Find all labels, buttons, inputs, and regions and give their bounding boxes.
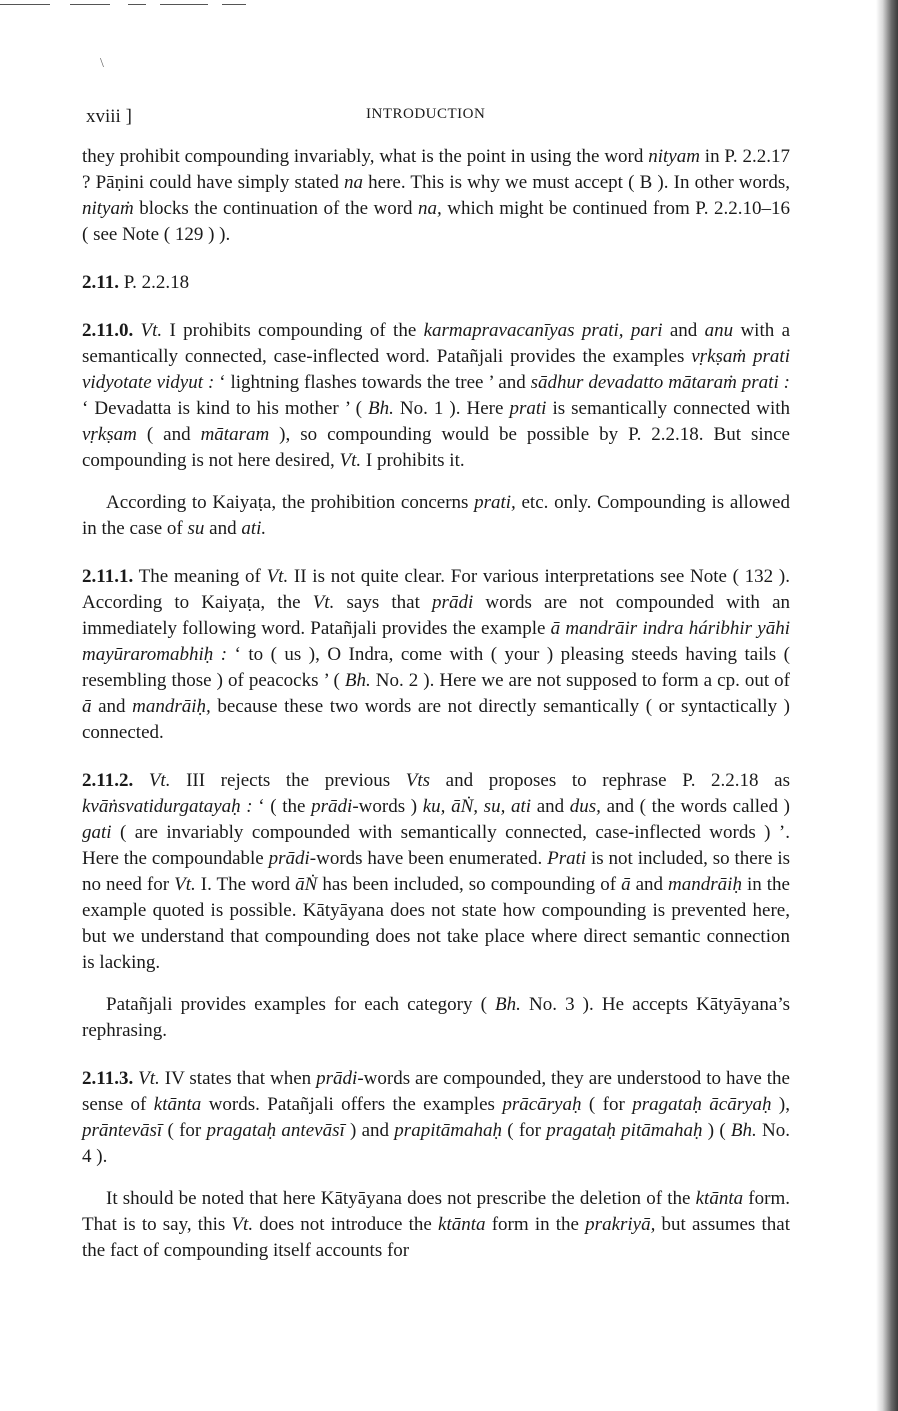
- italic-term: prāntevāsī: [82, 1120, 163, 1141]
- text-run: I prohibits compounding of the: [162, 320, 424, 341]
- text-run: III rejects the previous: [170, 770, 406, 791]
- italic-term: prādi: [268, 848, 310, 869]
- italic-term: Vt.: [148, 770, 171, 791]
- italic-term: anu: [704, 320, 734, 341]
- italic-term: Vt.: [339, 450, 362, 471]
- text-run: -words are compounded, they are understood to have the sense of: [82, 1068, 790, 1115]
- text-run: and: [662, 320, 705, 341]
- scan-speck: \: [100, 56, 104, 71]
- subsection-number: 2.11.1.: [82, 566, 134, 587]
- italic-term: pragataḥ pitāmahaḥ: [546, 1120, 703, 1141]
- text-run: does not introduce the: [253, 1214, 439, 1235]
- text-run: ‘ ( the: [252, 796, 312, 817]
- italic-term: nityam: [648, 146, 700, 167]
- text-run: and: [531, 796, 570, 817]
- paragraph: [82, 564, 790, 746]
- running-title: INTRODUCTION: [366, 106, 486, 122]
- italic-term: prādi: [432, 592, 474, 613]
- text-run: ( for: [581, 1094, 633, 1115]
- text-run: says that: [334, 592, 433, 613]
- italic-term: ku, āṄ, su, ati: [422, 796, 532, 817]
- text-run: and: [630, 874, 669, 895]
- text-run: and proposes to rephrase P. 2.2.18 as: [430, 770, 791, 791]
- text-run: and: [91, 696, 133, 717]
- italic-term: pragataḥ antevāsī: [206, 1120, 345, 1141]
- text-run: No. 1 ). Here: [393, 398, 510, 419]
- text-run: is not included, so there is no need for: [82, 848, 790, 895]
- italic-term: na: [344, 172, 364, 193]
- paragraph: [82, 1186, 790, 1264]
- italic-term: ā mandrāir indra háribhir yāhi mayūraromabhiḥ :: [82, 618, 790, 665]
- italic-term: ā: [621, 874, 631, 895]
- text-run: form. That is to say, this: [82, 1188, 790, 1235]
- italic-term: Vt.: [174, 874, 196, 895]
- text-run: because these two words are not directly semantically ( or syntactically ) connected.: [82, 696, 790, 743]
- subsection-number: 2.11.0.: [82, 320, 134, 341]
- italic-term: Bh.: [344, 670, 371, 691]
- text-run: ), so compounding would be possible by P. 2.2.18. But since compounding is not here desired,: [82, 424, 790, 471]
- italic-term: Vt.: [312, 592, 335, 613]
- text-run: According to Kaiyaṭa, the prohibition concerns: [106, 492, 475, 513]
- paragraph: [82, 144, 790, 248]
- scan-top-edge: [0, 0, 898, 14]
- paragraph: [82, 318, 790, 474]
- italic-term: Bh.: [495, 994, 521, 1015]
- text-run: ( are invariably compounded with semantically connected, case-inflected words ) ’. Here the compoundable: [82, 822, 790, 869]
- italic-term: ktānta: [695, 1188, 744, 1209]
- italic-term: mātaram: [200, 424, 270, 445]
- text-run: It should be noted that here Kātyāyana does not prescribe the deletion of the: [106, 1188, 696, 1209]
- italic-term: Vt.: [140, 320, 163, 341]
- paragraph: [82, 1066, 790, 1170]
- text-run: blocks the continuation of the word: [133, 198, 419, 219]
- text-run: is semantically connected with: [546, 398, 790, 419]
- running-header: [86, 104, 786, 130]
- italic-term: pragataḥ ācāryaḥ: [632, 1094, 772, 1115]
- section-number: 2.11.: [82, 272, 119, 293]
- text-run: No. 3 ). He accepts Kātyāyana’s rephrasing.: [82, 994, 791, 1041]
- text-run: with a semantically connected, case-inflected word. Patañjali provides the examples: [82, 320, 790, 367]
- text-run: but assumes that the fact of compounding itself accounts for: [82, 1214, 790, 1261]
- italic-term: mandrāiḥ: [668, 874, 742, 895]
- text-run: ) (: [702, 1120, 731, 1141]
- italic-term: kvāṅsvatidurgatayaḥ :: [82, 796, 253, 817]
- text-run: etc. only. Compounding is allowed in the case of: [82, 492, 790, 539]
- italic-term: prati,: [474, 492, 516, 513]
- italic-term: nityaṁ: [82, 198, 134, 219]
- text-run: words are not compounded with an immediately following word. Patañjali provides the example: [82, 592, 791, 639]
- italic-term: ktānta: [153, 1094, 202, 1115]
- text-run: ( and: [136, 424, 201, 445]
- italic-term: Bh.: [730, 1120, 757, 1141]
- italic-term: dus,: [569, 796, 601, 817]
- italic-term: prapitāmahaḥ: [394, 1120, 502, 1141]
- italic-term: ati.: [241, 518, 267, 539]
- text-run: The meaning of: [138, 566, 267, 587]
- italic-term: Vt.: [138, 1068, 160, 1089]
- text-run: and: [204, 518, 242, 539]
- text-run: I prohibits it.: [361, 450, 465, 471]
- subsection-number: 2.11.2.: [82, 770, 134, 791]
- italic-term: su: [187, 518, 205, 539]
- paragraph: [82, 768, 790, 976]
- italic-term: karmapravacanīyas prati, pari: [423, 320, 663, 341]
- text-run: ‘ Devadatta is kind to his mother ’ (: [82, 398, 369, 419]
- italic-term: āṄ: [295, 874, 318, 895]
- text-run: Patañjali provides examples for each category (: [106, 994, 496, 1015]
- body-text: [82, 144, 790, 1264]
- paragraph: [82, 490, 790, 542]
- italic-term: vṛkṣam: [82, 424, 137, 445]
- italic-term: Bh.: [368, 398, 394, 419]
- italic-term: prādi: [311, 796, 353, 817]
- text-run: form in the: [485, 1214, 586, 1235]
- italic-term: Prati: [547, 848, 587, 869]
- italic-term: vṛkṣaṁ prati vidyotate vidyut :: [82, 346, 790, 393]
- text-run: here. This is why we must accept ( B ). In other words,: [363, 172, 790, 193]
- text-run: and ( the words called ): [600, 796, 790, 817]
- text-run: ‘ to ( us ), O Indra, come with ( your ) pleasing steeds having tails ( resembling those ) of peacocks ’ (: [82, 644, 790, 691]
- italic-term: na,: [418, 198, 442, 219]
- text-run: II is not quite clear. For various interpretations see Note ( 132 ). According to Kaiyaṭa, the: [82, 566, 790, 613]
- text-run: ) and: [344, 1120, 395, 1141]
- text-run: I. The word: [195, 874, 296, 895]
- italic-term: gati: [82, 822, 112, 843]
- page-number: xviii ]: [86, 106, 132, 127]
- text-run: in the example quoted is possible. Kātyāyana does not state how compounding is prevented here, but we understand that compounding does not take place where direct semantic connection is lacking.: [82, 874, 790, 973]
- italic-term: ā: [82, 696, 92, 717]
- scan-shadow-right: [876, 0, 898, 1411]
- paragraph: [82, 992, 790, 1044]
- text-run: IV states that when: [159, 1068, 317, 1089]
- text-run: they prohibit compounding invariably, what is the point in using the word: [82, 146, 649, 167]
- section-heading: [82, 270, 790, 296]
- italic-term: prādi: [316, 1068, 358, 1089]
- text-run: in P. 2.2.17 ? Pāṇini could have simply stated: [82, 146, 790, 193]
- text-run: No. 4 ).: [82, 1120, 790, 1167]
- italic-term: Vt.: [266, 566, 289, 587]
- section-title: P. 2.2.18: [118, 272, 190, 293]
- italic-term: Vt.: [231, 1214, 254, 1235]
- text-run: -words ): [352, 796, 423, 817]
- italic-term: ktānta: [438, 1214, 486, 1235]
- text-run: words. Patañjali offers the examples: [201, 1094, 503, 1115]
- text-run: which might be continued from P. 2.2.10–16 ( see Note ( 129 ) ).: [82, 198, 790, 245]
- italic-term: prati: [509, 398, 547, 419]
- text-run: ( for: [501, 1120, 547, 1141]
- italic-term: Vts: [405, 770, 431, 791]
- italic-term: prakriyā,: [585, 1214, 656, 1235]
- subsection-number: 2.11.3.: [82, 1068, 134, 1089]
- text-run: has been included, so compounding of: [317, 874, 622, 895]
- text-run: -words have been enumerated.: [309, 848, 548, 869]
- italic-term: mandrāiḥ,: [132, 696, 211, 717]
- text-run: No. 2 ). Here we are not supposed to form a cp. out of: [370, 670, 790, 691]
- text-run: ‘ lightning flashes towards the tree ’ and: [214, 372, 531, 393]
- text-run: ( for: [162, 1120, 207, 1141]
- text-run: ),: [771, 1094, 791, 1115]
- italic-term: prācāryaḥ: [502, 1094, 582, 1115]
- italic-term: sādhur devadatto mātaraṁ prati :: [530, 372, 791, 393]
